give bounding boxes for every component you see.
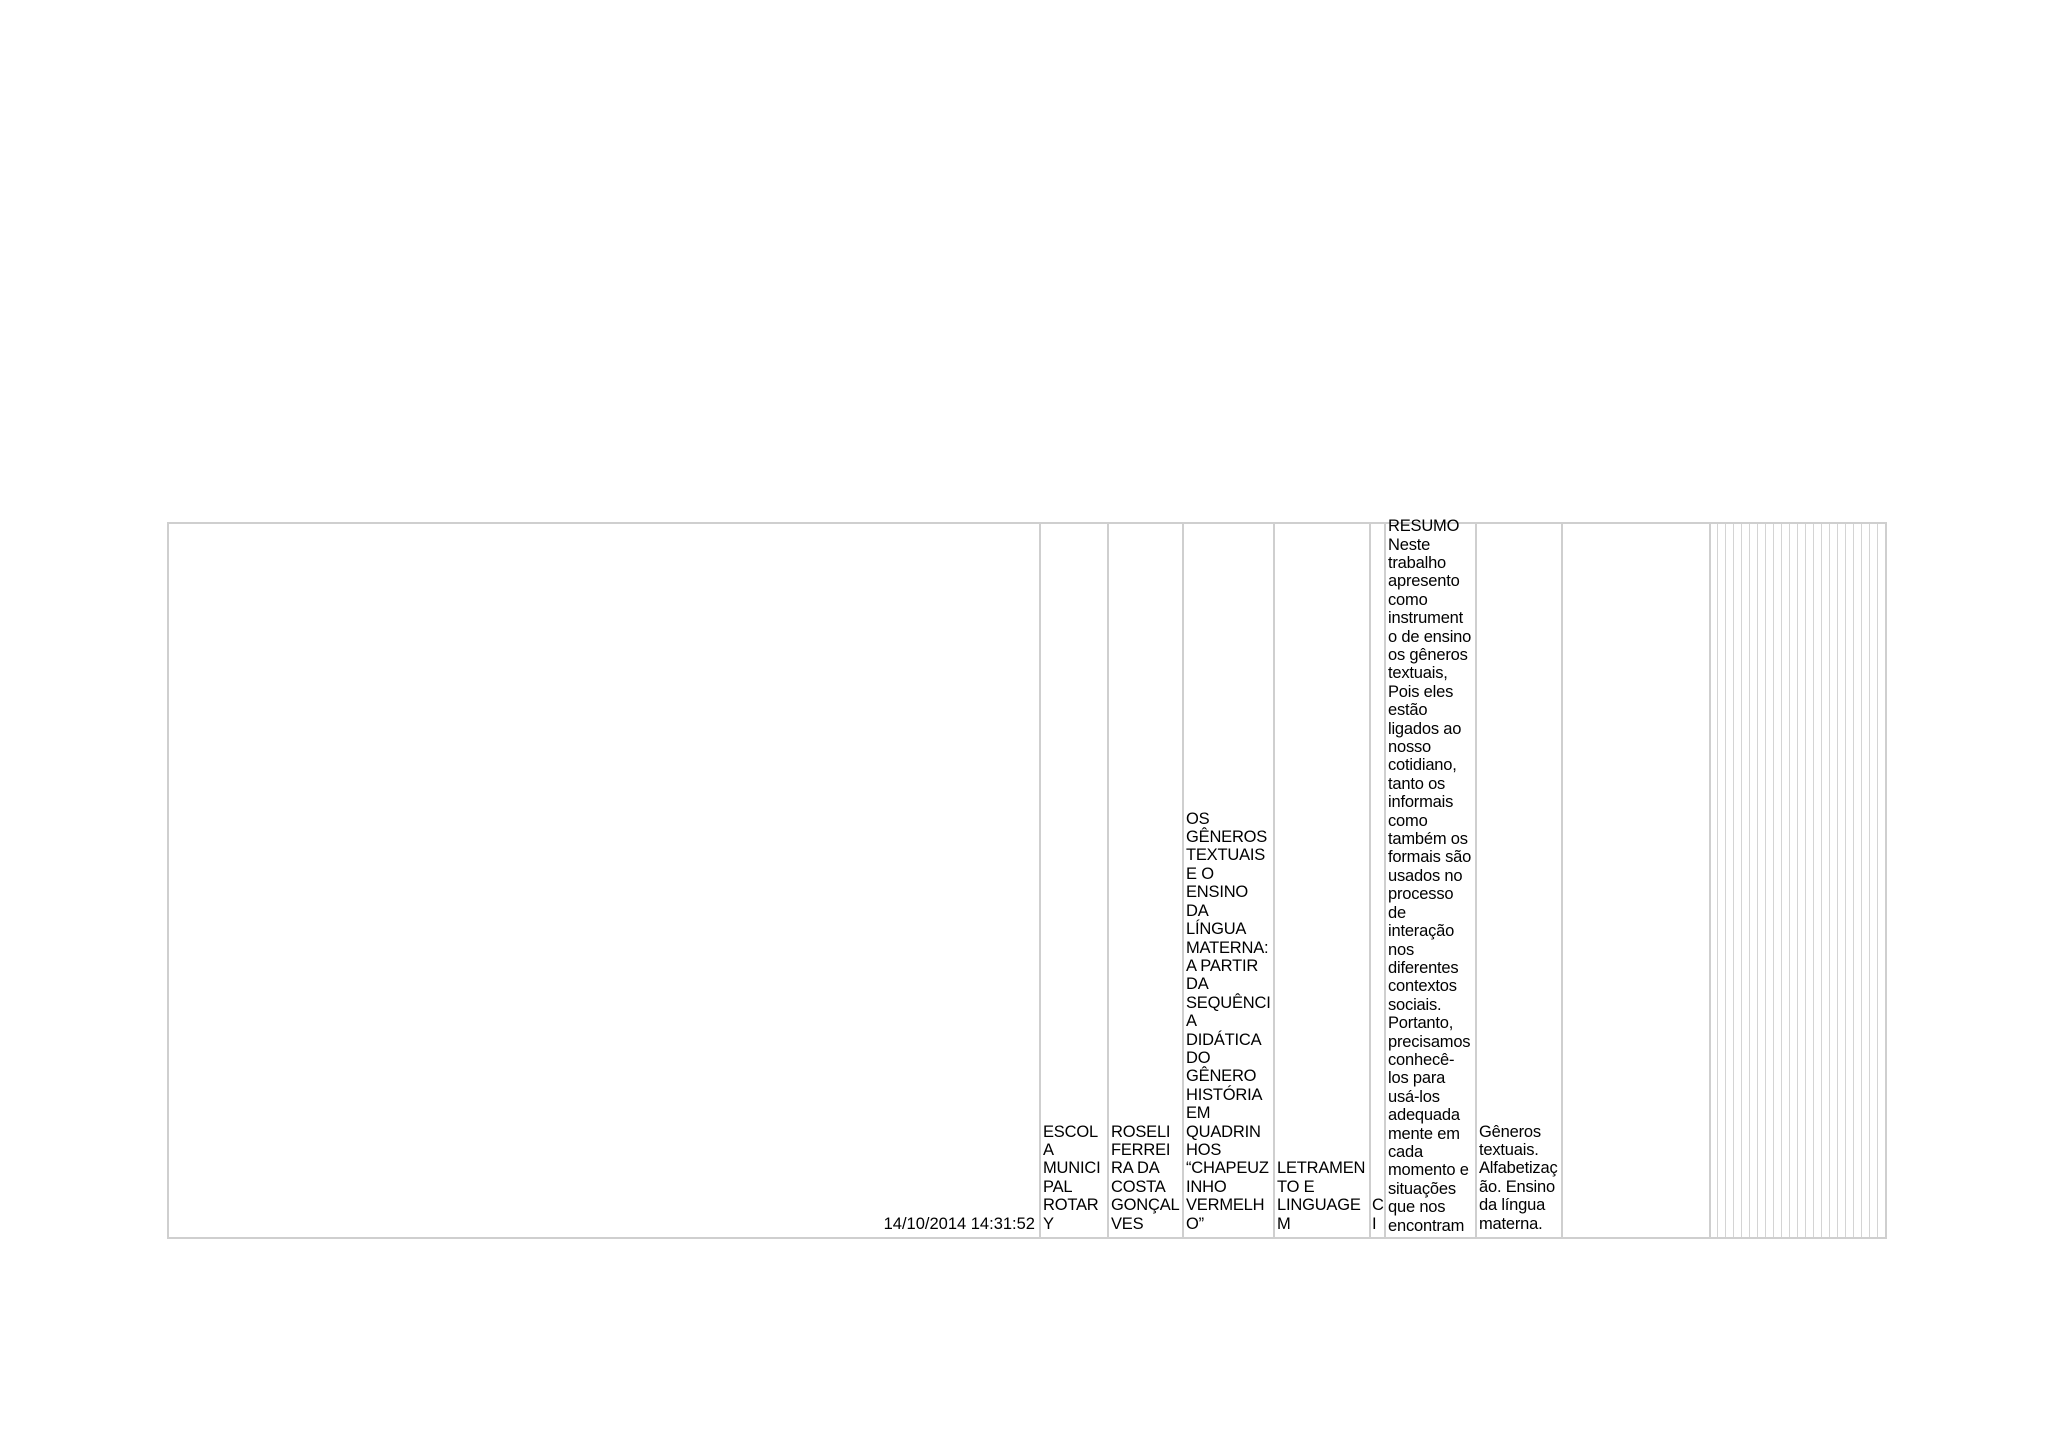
empty-col — [1757, 524, 1758, 1237]
empty-col — [1813, 524, 1814, 1237]
empty-col — [1805, 524, 1806, 1237]
empty-col — [1765, 524, 1766, 1237]
empty-col — [1877, 524, 1878, 1237]
empty-col — [1821, 524, 1822, 1237]
empty-col — [1845, 524, 1846, 1237]
empty-col — [1869, 524, 1870, 1237]
school-cell: ESCOL A MUNICI PAL ROTAR Y — [1043, 1122, 1101, 1233]
keywords-cell: Gêneros textuais. Alfabetizaç ão. Ensino da língua materna. — [1479, 1122, 1558, 1233]
axis-cell: LETRAMEN TO E LINGUAGE M — [1277, 1159, 1366, 1233]
spreadsheet-row — [167, 517, 1887, 1239]
col-divider — [1475, 524, 1477, 1237]
col-divider — [1107, 524, 1109, 1237]
empty-col — [1781, 524, 1782, 1237]
empty-col — [1837, 524, 1838, 1237]
empty-col — [1773, 524, 1774, 1237]
empty-col — [1853, 524, 1854, 1237]
narrow-cell: C I — [1372, 1196, 1384, 1233]
col-divider — [1273, 524, 1275, 1237]
empty-col — [1861, 524, 1862, 1237]
col-divider — [1384, 524, 1386, 1237]
author-cell: ROSELI FERREI RA DA COSTA GONÇAL VES — [1111, 1122, 1180, 1233]
col-divider — [1709, 524, 1711, 1237]
empty-col — [1717, 524, 1718, 1237]
empty-col — [1733, 524, 1734, 1237]
empty-col — [1797, 524, 1798, 1237]
col-divider — [1369, 524, 1371, 1237]
empty-col — [1725, 524, 1726, 1237]
empty-col — [1741, 524, 1742, 1237]
empty-col — [1829, 524, 1830, 1237]
empty-col — [1749, 524, 1750, 1237]
timestamp-cell: 14/10/2014 14:31:52 — [883, 1214, 1035, 1233]
abstract-cell: RESUMO Neste trabalho apresento como instrument o de ensino os gêneros textuais, Pois eles estão ligados ao nosso cotidiano, tanto os informais como também os formais são usados no processo de interação nos diferentes contextos sociais. Portanto, precisamos conhecê- los para usá-los adequada mente em cada momento e situações que nos encontram — [1388, 517, 1472, 1235]
col-divider — [1182, 524, 1184, 1237]
col-divider — [1561, 524, 1563, 1237]
col-divider — [1039, 524, 1041, 1237]
title-cell: OS GÊNEROS TEXTUAIS E O ENSINO DA LÍNGUA MATERNA: A PARTIR DA SEQUÊNCI A DIDÁTICA DO GÊNERO HISTÓRIA EM QUADRIN HOS “CHAPEUZ INHO VERMELH O” — [1186, 809, 1271, 1233]
empty-col — [1789, 524, 1790, 1237]
